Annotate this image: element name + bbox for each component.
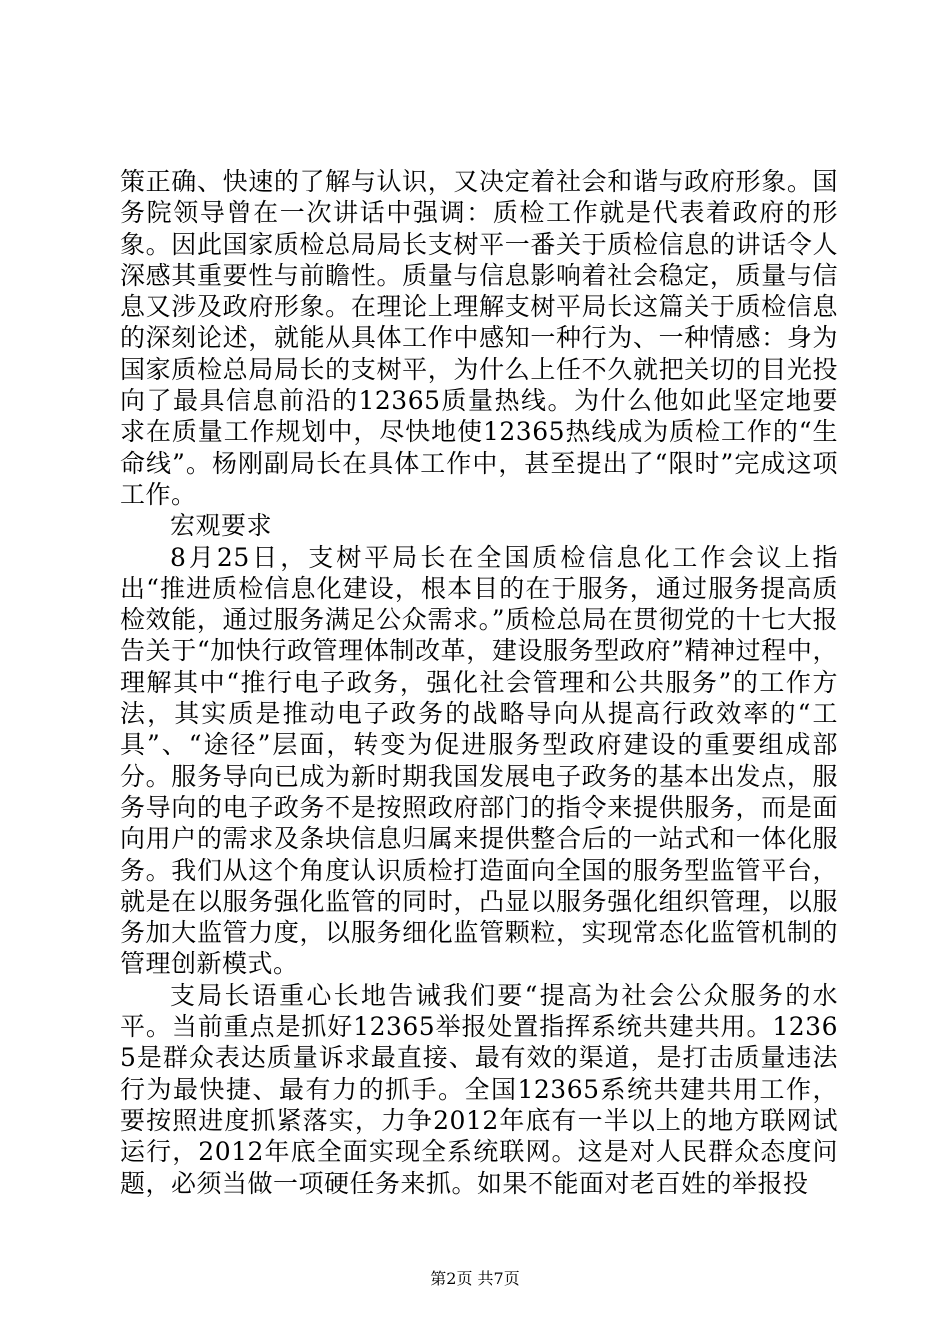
- paragraph-macro-requirements: 8月25日，支树平局长在全国质检信息化工作会议上指出“推进质检信息化建设，根本目的在于服务，通过服务提高质检效能，通过服务满足公众需求。”质检总局在贯彻党的十七大报告关于“加快行政管理体制改革，建设服务型政府”精神过程中，理解其中“推行电子政务，强化社会管理和公共服务”的工作方法，其实质是推动电子政务的战略导向从提高行政效率的“工具”、“途径”层面，转变为促进服务型政府建设的重要组成部分。服务导向已成为新时期我国发展电子政务的基本出发点，服务导向的电子政务不是按照政府部门的指令来提供服务，而是面向用户的需求及条块信息归属来提供整合后的一站式和一体化服务。我们从这个角度认识质检打造面向全国的服务型监管平台，就是在以服务强化监管的同时，凸显以服务强化组织管理，以服务加大监管力度，以服务细化监管颗粒，实现常态化监管机制的管理创新模式。: [120, 542, 838, 979]
- section-heading: 宏观要求: [170, 511, 273, 541]
- paragraph-continuation: 策正确、快速的了解与认识，又决定着社会和谐与政府形象。国务院领导曾在一次讲话中强调：质检工作就是代表着政府的形象。因此国家质检总局局长支树平一番关于质检信息的讲话令人深感其重要性与前瞻性。质量与信息影响着社会稳定，质量与信息又涉及政府形象。在理论上理解支树平局长这篇关于质检信息的深刻论述，就能从具体工作中感知一种行为、一种情感：身为国家质检总局局长的支树平，为什么上任不久就把关切的目光投向了最具信息前沿的12365质量热线。为什么他如此坚定地要求在质量工作规划中，尽快地使12365热线成为质检工作的“生命线”。杨刚副局长在具体工作中，甚至提出了“限时”完成这项工作。: [120, 167, 838, 509]
- paragraph-director-advice: 支局长语重心长地告诫我们要“提高为社会公众服务的水平。当前重点是抓好12365举报处置指挥系统共建共用。12365是群众表达质量诉求最直接、最有效的渠道，是打击质量违法行为最快捷、最有力的抓手。全国12365系统共建共用工作，要按照进度抓紧落实，力争2012年底有一半以上的地方联网试运行，2012年底全面实现全系统联网。这是对人民群众态度问题，必须当做一项硬任务来抓。如果不能面对老百姓的举报投: [120, 980, 838, 1198]
- page-footer: 第2页 共7页: [430, 1269, 520, 1288]
- document-body: [120, 166, 838, 1199]
